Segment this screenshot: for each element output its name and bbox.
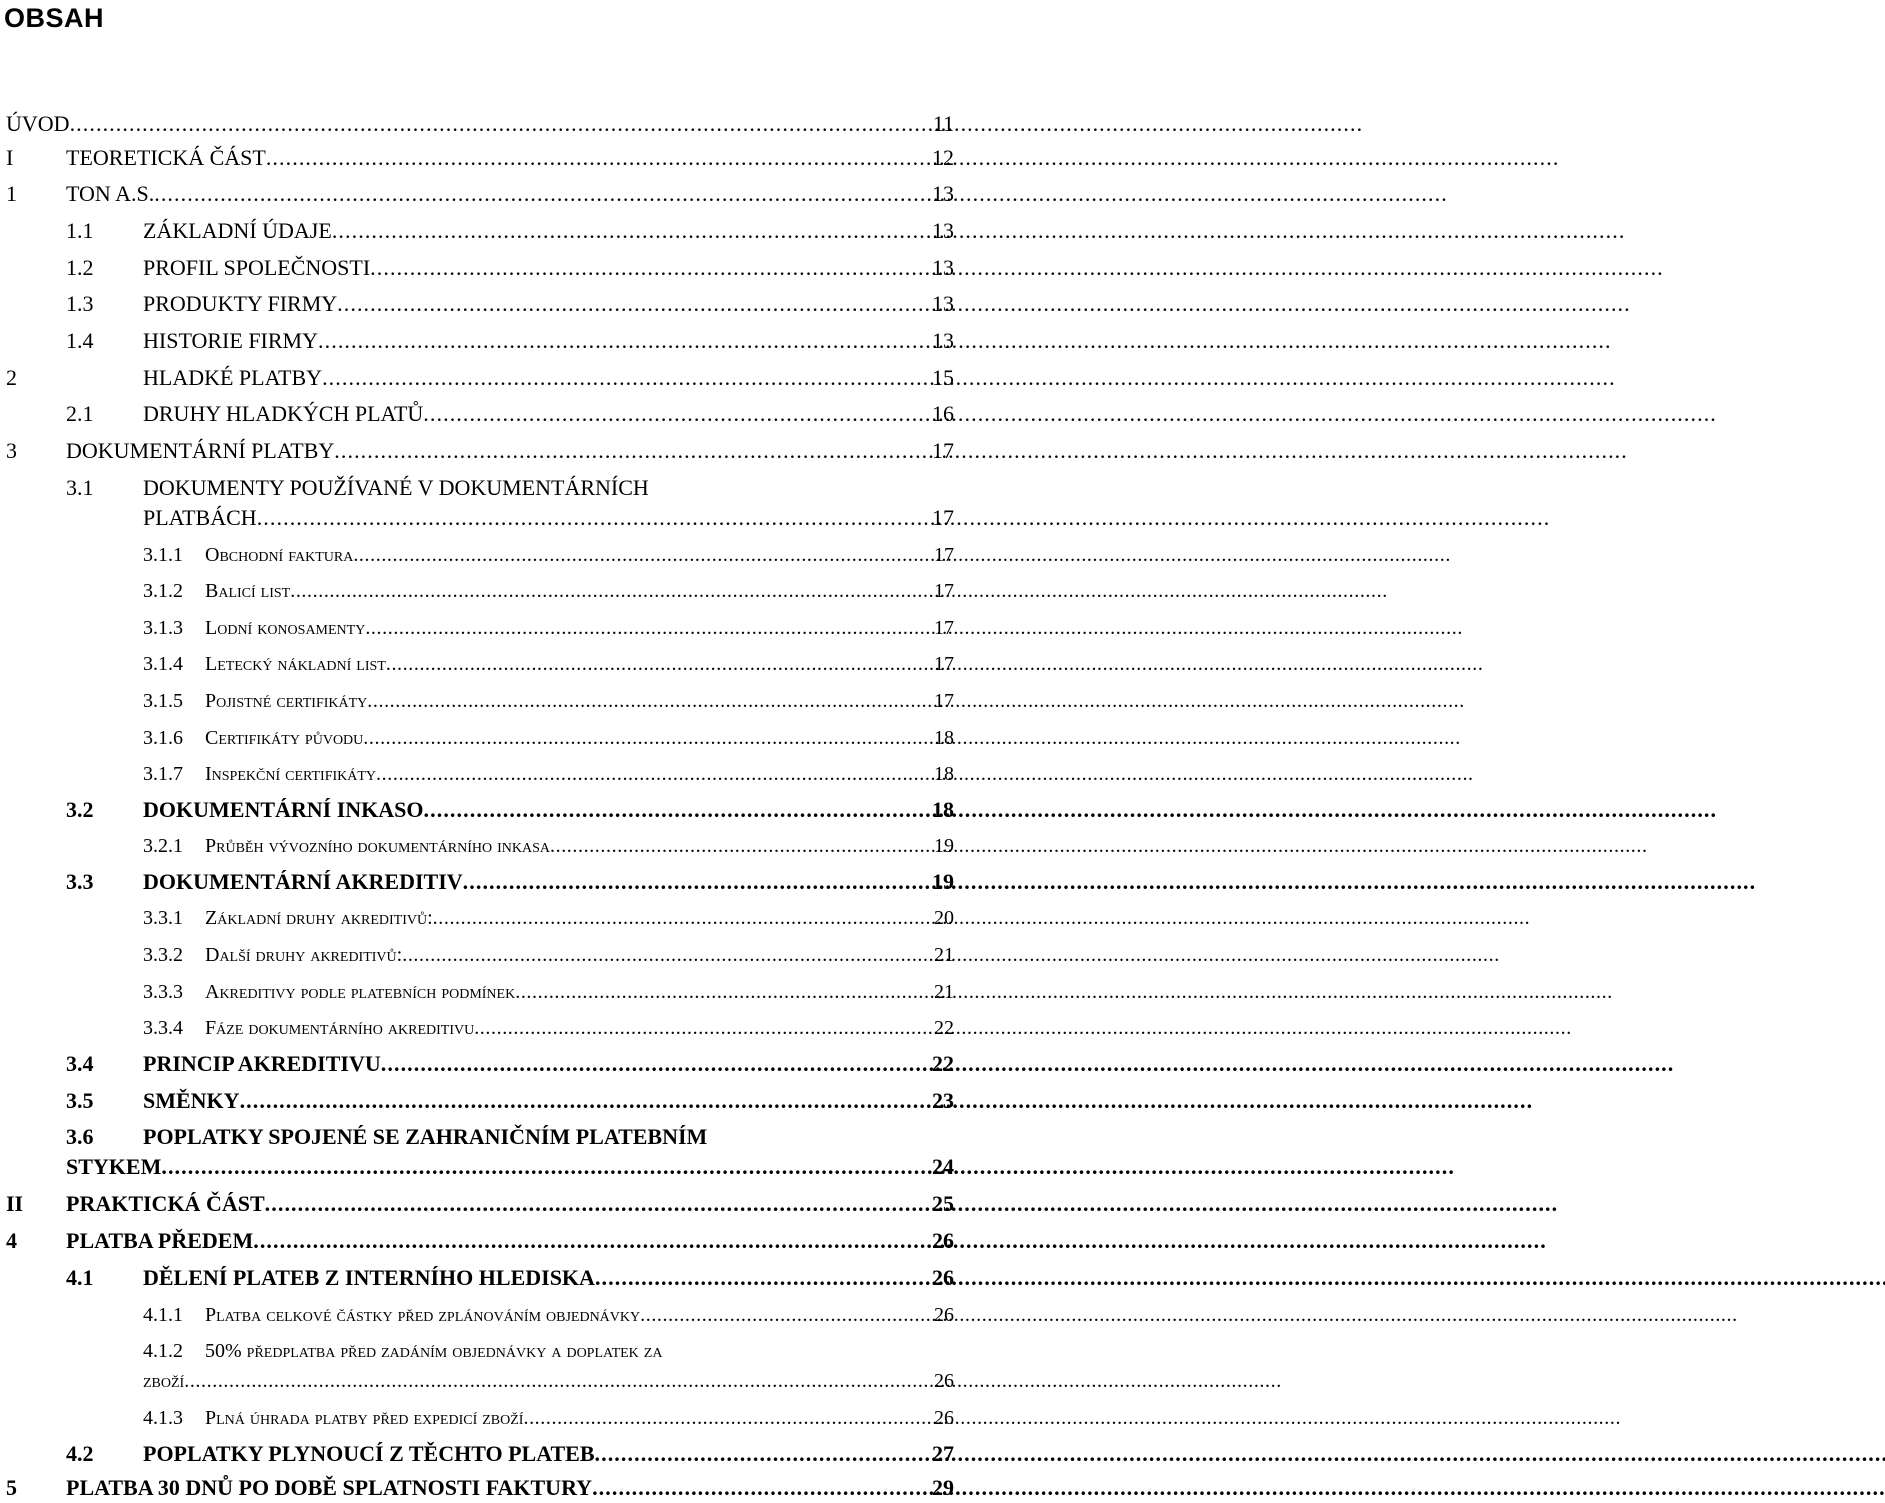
toc-dot-leader xyxy=(337,289,930,319)
toc-entry[interactable] xyxy=(66,1263,954,1293)
toc-page-number: 22 xyxy=(934,1017,954,1039)
toc-dot-leader xyxy=(523,1403,932,1433)
toc-page-number: 18 xyxy=(934,763,954,785)
toc-title: Certifikáty původu xyxy=(205,727,364,749)
toc-title: PRINCIP AKREDITIVU xyxy=(143,1051,381,1076)
toc-title: ZÁKLADNÍ ÚDAJE xyxy=(143,218,332,243)
toc-dot-leader xyxy=(474,1013,932,1043)
toc-number: I xyxy=(6,145,14,170)
toc-dot-leader xyxy=(154,179,930,209)
toc-dot-leader xyxy=(515,977,932,1007)
toc-number: II xyxy=(6,1191,24,1216)
toc-title: DOKUMENTY POUŽÍVANÉ V DOKUMENTÁRNÍCH xyxy=(143,475,649,500)
toc-dot-leader xyxy=(423,399,930,429)
toc-number: 1.4 xyxy=(66,328,94,353)
toc-page-number: 17 xyxy=(932,505,954,530)
toc-page-number: 24 xyxy=(932,1154,954,1179)
toc-dot-leader xyxy=(363,723,932,753)
toc-title: PROFIL SPOLEČNOSTI xyxy=(143,255,371,280)
toc-entry[interactable] xyxy=(143,686,954,716)
toc-dot-leader xyxy=(367,686,932,716)
toc-entry[interactable] xyxy=(6,436,954,466)
toc-title: Letecký nákladní list xyxy=(205,653,386,675)
toc-entry[interactable] xyxy=(143,1366,954,1396)
toc-number: 3.1.1 xyxy=(143,544,183,566)
toc-dot-leader xyxy=(240,1086,930,1116)
toc-entry[interactable] xyxy=(66,867,954,897)
toc-page-number: 21 xyxy=(934,944,954,966)
toc-title: PLATBA 30 DNŮ PO DOBĚ SPLATNOSTI FAKTURY xyxy=(66,1475,593,1500)
toc-number: 4 xyxy=(6,1228,17,1253)
toc-number: 3.6 xyxy=(66,1124,94,1149)
toc-entry[interactable] xyxy=(66,1439,954,1469)
toc-entry[interactable] xyxy=(143,1013,954,1043)
toc-title: DĚLENÍ PLATEB Z INTERNÍHO HLEDISKA xyxy=(143,1265,595,1290)
toc-number: 3.2 xyxy=(66,797,94,822)
toc-dot-leader xyxy=(334,436,930,466)
toc-entry[interactable] xyxy=(66,253,954,283)
toc-entry[interactable] xyxy=(66,795,954,825)
toc-number: 3.1.7 xyxy=(143,763,183,785)
toc-page-number: 27 xyxy=(932,1441,954,1466)
toc-title: Pojistné certifikáty xyxy=(205,690,368,712)
toc-entry[interactable] xyxy=(6,1189,954,1219)
toc-dot-leader xyxy=(376,759,932,789)
toc-title: Balicí list xyxy=(205,580,291,602)
toc-dot-leader xyxy=(381,1049,930,1079)
toc-title: POPLATKY SPOJENÉ SE ZAHRANIČNÍM PLATEBNÍM xyxy=(143,1124,708,1149)
toc-page-number: 18 xyxy=(932,797,954,822)
toc-title: Plná úhrada platby před expedicí zboží xyxy=(205,1407,524,1429)
toc-page-number: 18 xyxy=(934,727,954,749)
toc-number: 3.3 xyxy=(66,869,94,894)
toc-title: PRAKTICKÁ ČÁST xyxy=(66,1191,265,1216)
toc-number: 1.1 xyxy=(66,218,94,243)
toc-entry-wrapped-line[interactable] xyxy=(66,1122,707,1152)
toc-page-number: 26 xyxy=(934,1407,954,1429)
toc-page-number: 26 xyxy=(934,1304,954,1326)
toc-number: 3.1.3 xyxy=(143,617,183,639)
toc-page-number: 13 xyxy=(932,291,954,316)
toc-entry[interactable] xyxy=(143,831,954,861)
toc-number: 4.2 xyxy=(66,1441,94,1466)
toc-entry[interactable] xyxy=(66,216,954,246)
toc-entry-wrapped-line[interactable] xyxy=(143,1336,662,1366)
toc-number: 1.3 xyxy=(66,291,94,316)
toc-title: PRODUKTY FIRMY xyxy=(143,291,338,316)
toc-dot-leader xyxy=(70,109,931,139)
toc-title: Fáze dokumentárního akreditivu xyxy=(205,1017,475,1039)
toc-page-number: 29 xyxy=(932,1475,954,1500)
toc-number: 3.3.4 xyxy=(143,1017,183,1039)
toc-number: 3.1.6 xyxy=(143,727,183,749)
toc-page-number: 13 xyxy=(932,181,954,206)
toc-number: 2.1 xyxy=(66,401,94,426)
toc-entry[interactable] xyxy=(143,503,954,533)
toc-dot-leader xyxy=(266,143,930,173)
toc-page-number: 12 xyxy=(932,145,954,170)
toc-dot-leader xyxy=(322,363,930,393)
toc-entry[interactable] xyxy=(143,723,954,753)
toc-page-number: 26 xyxy=(932,1265,954,1290)
toc-title: SMĚNKY xyxy=(143,1088,240,1113)
toc-number: 4.1.1 xyxy=(143,1304,183,1326)
toc-dot-leader xyxy=(265,1189,930,1219)
toc-dot-leader xyxy=(370,253,930,283)
toc-entry[interactable] xyxy=(143,903,954,933)
toc-page-number: 17 xyxy=(932,438,954,463)
toc-page-number: 20 xyxy=(934,907,954,929)
toc-page-number: 17 xyxy=(934,690,954,712)
toc-entry[interactable] xyxy=(66,1152,954,1182)
toc-title: Platba celkové částky před zplánováním objednávky xyxy=(205,1304,641,1326)
toc-dot-leader xyxy=(332,216,930,246)
toc-page-number: 13 xyxy=(932,328,954,353)
toc-title: Akreditivy podle platebních podmínek xyxy=(205,981,516,1003)
toc-number: 3.2.1 xyxy=(143,835,183,857)
toc-page-number: 19 xyxy=(934,835,954,857)
toc-entry[interactable] xyxy=(143,1403,954,1433)
toc-number: 5 xyxy=(6,1475,17,1500)
toc-entry[interactable] xyxy=(143,613,954,643)
toc-title: DOKUMENTÁRNÍ AKREDITIV xyxy=(143,869,463,894)
toc-page-number: 13 xyxy=(932,255,954,280)
toc-page-number: 19 xyxy=(932,869,954,894)
toc-title: Průběh vývozního dokumentárního inkasa xyxy=(205,835,550,857)
toc-dot-leader xyxy=(592,1473,930,1503)
toc-number: 3.3.1 xyxy=(143,907,183,929)
toc-dot-leader xyxy=(424,795,930,825)
toc-entry[interactable] xyxy=(66,399,954,429)
toc-title: Základní druhy akreditivů: xyxy=(205,907,433,929)
toc-title: Inspekční certifikáty xyxy=(205,763,377,785)
toc-number: 4.1.3 xyxy=(143,1407,183,1429)
toc-entry[interactable] xyxy=(143,540,954,570)
toc-dot-leader xyxy=(433,903,932,933)
toc-page-number: 17 xyxy=(934,617,954,639)
toc-title: TEORETICKÁ ČÁST xyxy=(66,145,266,170)
toc-page-number: 15 xyxy=(932,365,954,390)
toc-dot-leader xyxy=(353,540,932,570)
toc-entry[interactable] xyxy=(143,977,954,1007)
toc-dot-leader xyxy=(318,326,930,356)
toc-page-number: 17 xyxy=(934,544,954,566)
toc-entry[interactable] xyxy=(6,1226,954,1256)
toc-number: 4.1 xyxy=(66,1265,94,1290)
toc-number: 3.4 xyxy=(66,1051,94,1076)
toc-title-continued: PLATBÁCH xyxy=(143,505,257,530)
toc-page-number: 13 xyxy=(932,218,954,243)
toc-number: 2 xyxy=(6,365,17,390)
toc-dot-leader xyxy=(595,1439,931,1469)
toc-page-number: 11 xyxy=(932,111,954,136)
toc-entry[interactable] xyxy=(143,576,954,606)
toc-dot-leader xyxy=(402,940,932,970)
toc-dot-leader xyxy=(463,867,930,897)
toc-title: PLATBA PŘEDEM xyxy=(66,1228,254,1253)
toc-dot-leader xyxy=(640,1300,932,1330)
toc-page-number: 26 xyxy=(932,1228,954,1253)
toc-entry[interactable] xyxy=(143,649,954,679)
toc-title: ÚVOD xyxy=(6,111,70,136)
toc-dot-leader xyxy=(550,831,932,861)
toc-entry[interactable] xyxy=(6,143,954,173)
toc-title: POPLATKY PLYNOUCÍ Z TĚCHTO PLATEB xyxy=(143,1441,595,1466)
toc-entry[interactable] xyxy=(6,109,954,139)
toc-number: 3.1.5 xyxy=(143,690,183,712)
toc-title: Lodní konosamenty xyxy=(205,617,366,639)
toc-dot-leader xyxy=(365,613,932,643)
toc-page-number: 21 xyxy=(934,981,954,1003)
toc-entry[interactable] xyxy=(143,759,954,789)
toc-title: Další druhy akreditivů: xyxy=(205,944,403,966)
toc-dot-leader xyxy=(184,1366,932,1396)
toc-page-number: 17 xyxy=(934,580,954,602)
toc-number: 3.5 xyxy=(66,1088,94,1113)
toc-dot-leader xyxy=(257,503,930,533)
toc-number: 3.3.3 xyxy=(143,981,183,1003)
page-title: OBSAH xyxy=(4,3,105,33)
toc-title: DRUHY HLADKÝCH PLATŮ xyxy=(143,401,424,426)
toc-title-continued: zboží xyxy=(143,1370,185,1392)
toc-page-number: 17 xyxy=(934,653,954,675)
toc-number: 3 xyxy=(6,438,17,463)
toc-dot-leader xyxy=(595,1263,930,1293)
toc-number: 3.1.4 xyxy=(143,653,183,675)
toc-entry[interactable] xyxy=(6,179,954,209)
toc-number: 4.1.2 xyxy=(143,1340,183,1362)
toc-page-number: 16 xyxy=(932,401,954,426)
toc-title: HLADKÉ PLATBY xyxy=(143,365,323,390)
toc-title-continued: STYKEM xyxy=(66,1154,162,1179)
toc-entry[interactable] xyxy=(66,1086,954,1116)
toc-entry[interactable] xyxy=(6,1473,954,1503)
toc-entry[interactable] xyxy=(143,1300,954,1330)
toc-entry-wrapped-line[interactable] xyxy=(66,473,649,503)
toc-entry[interactable] xyxy=(66,289,954,319)
toc-entry[interactable] xyxy=(66,1049,954,1079)
toc-page-number: 25 xyxy=(932,1191,954,1216)
toc-title: HISTORIE FIRMY xyxy=(143,328,319,353)
toc-page-number: 22 xyxy=(932,1051,954,1076)
toc-entry[interactable] xyxy=(143,940,954,970)
toc-dot-leader xyxy=(386,649,932,679)
toc-title: DOKUMENTÁRNÍ PLATBY xyxy=(66,438,335,463)
toc-entry[interactable] xyxy=(66,326,954,356)
toc-title: DOKUMENTÁRNÍ INKASO xyxy=(143,797,424,822)
toc-title: TON A.S. xyxy=(66,181,155,206)
toc-dot-leader xyxy=(253,1226,930,1256)
toc-entry[interactable] xyxy=(6,363,954,393)
toc-page-number: 26 xyxy=(934,1370,954,1392)
toc-number: 3.1.2 xyxy=(143,580,183,602)
toc-number: 3.1 xyxy=(66,475,94,500)
toc-dot-leader xyxy=(290,576,932,606)
toc-title: 50% předplatba před zadáním objednávky a doplatek za xyxy=(205,1340,663,1362)
toc-number: 1 xyxy=(6,181,17,206)
toc-number: 1.2 xyxy=(66,255,94,280)
toc-title: Obchodní faktura xyxy=(205,544,354,566)
toc-dot-leader xyxy=(161,1152,930,1182)
toc-number: 3.3.2 xyxy=(143,944,183,966)
toc-page-number: 23 xyxy=(932,1088,954,1113)
